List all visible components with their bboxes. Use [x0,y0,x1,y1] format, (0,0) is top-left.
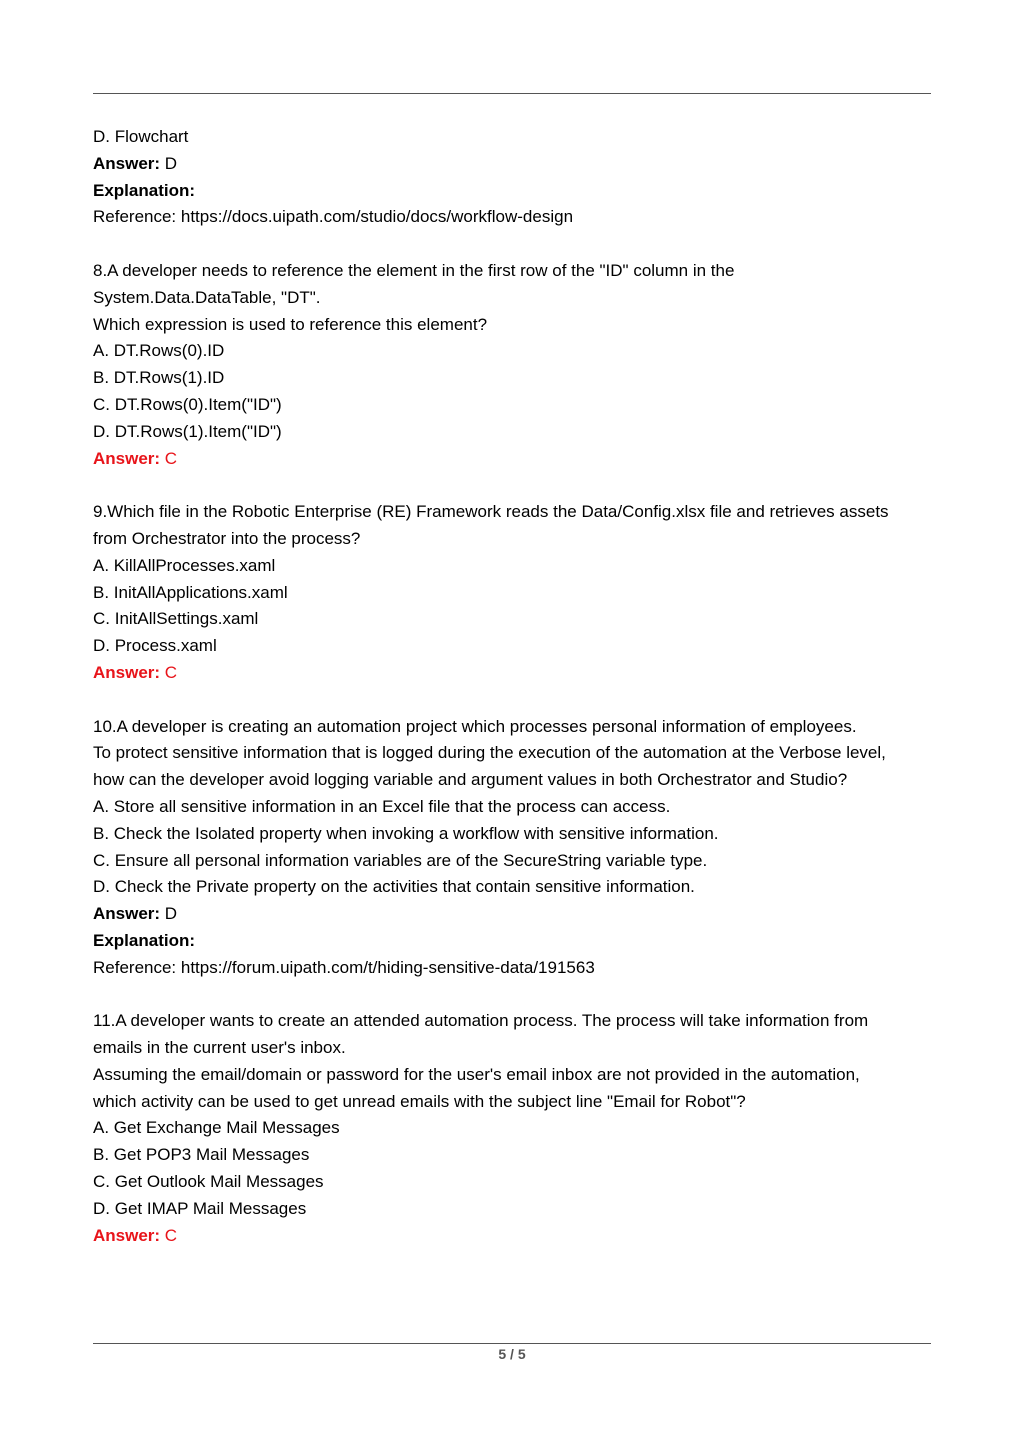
document-body [93,124,943,1249]
footer-divider [93,1343,931,1344]
question-text: Which expression is used to reference this element? [93,314,488,334]
spacer [93,472,943,499]
option-d: D. Check the Private property on the activities that contain sensitive information. [93,877,695,897]
option-c: C. InitAllSettings.xaml [93,609,259,629]
question-text: 9.Which file in the Robotic Enterprise (RE) Framework reads the Data/Config.xlsx file and retrieves assets [93,502,889,522]
question-text: System.Data.DataTable, "DT". [93,287,321,307]
option-a: A. DT.Rows(0).ID [93,341,225,361]
option-c: C. Get Outlook Mail Messages [93,1172,324,1192]
answer-label: Answer: [93,662,161,682]
option-d: D. Process.xaml [93,636,217,656]
question-8 [93,258,943,472]
reference-line: Reference: https://docs.uipath.com/studio/docs/workflow-design [93,207,574,227]
answer-line [93,151,943,178]
question-text: from Orchestrator into the process? [93,528,361,548]
question-text: Assuming the email/domain or password for the user's email inbox are not provided in the automation, [93,1064,860,1084]
spacer [93,687,943,714]
answer-line [93,901,943,928]
option-a: A. KillAllProcesses.xaml [93,555,276,575]
option-b: B. Get POP3 Mail Messages [93,1145,310,1165]
question-text: 8.A developer needs to reference the element in the first row of the "ID" column in the [93,260,735,280]
answer-label: Answer: [93,448,161,468]
spacer [93,231,943,258]
option-b: B. DT.Rows(1).ID [93,368,225,388]
question-10 [93,714,943,982]
answer-value: C [160,1225,178,1245]
option-b: B. Check the Isolated property when invoking a workflow with sensitive information. [93,823,719,843]
question-11 [93,1008,943,1249]
reference-line: Reference: https://forum.uipath.com/t/hiding-sensitive-data/191563 [93,957,595,977]
spacer [93,982,943,1009]
question-text: emails in the current user's inbox. [93,1038,346,1058]
question-text: 10.A developer is creating an automation project which processes personal information of employees. [93,716,857,736]
header-divider [93,93,931,94]
answer-value: C [160,448,178,468]
option-a: A. Get Exchange Mail Messages [93,1118,340,1138]
question-9 [93,499,943,687]
answer-line [93,1223,943,1250]
question-text: how can the developer avoid logging variable and argument values in both Orchestrator and Studio? [93,770,848,790]
answer-label: Answer: [93,904,161,924]
answer-line [93,660,943,687]
question-text: To protect sensitive information that is logged during the execution of the automation at the Verbose level, [93,743,886,763]
explanation-label: Explanation: [93,930,196,950]
option-b: B. InitAllApplications.xaml [93,582,288,602]
explanation-label: Explanation: [93,180,196,200]
page-number: 5 / 5 [498,1346,526,1362]
option-line: D. Flowchart [93,127,189,146]
answer-label: Answer: [93,153,161,173]
option-d: D. Get IMAP Mail Messages [93,1198,307,1218]
option-a: A. Store all sensitive information in an Excel file that the process can access. [93,796,671,816]
answer-value: D [160,904,178,924]
option-c: C. Ensure all personal information variables are of the SecureString variable type. [93,850,708,870]
answer-value: C [160,662,178,682]
question-text: which activity can be used to get unread emails with the subject line "Email for Robot"? [93,1091,746,1111]
option-c: C. DT.Rows(0).Item("ID") [93,394,282,414]
answer-label: Answer: [93,1225,161,1245]
answer-line [93,446,943,473]
answer-value: D [160,153,178,173]
question-text: 11.A developer wants to create an attended automation process. The process will take information from [93,1011,869,1031]
option-d: D. DT.Rows(1).Item("ID") [93,421,282,441]
